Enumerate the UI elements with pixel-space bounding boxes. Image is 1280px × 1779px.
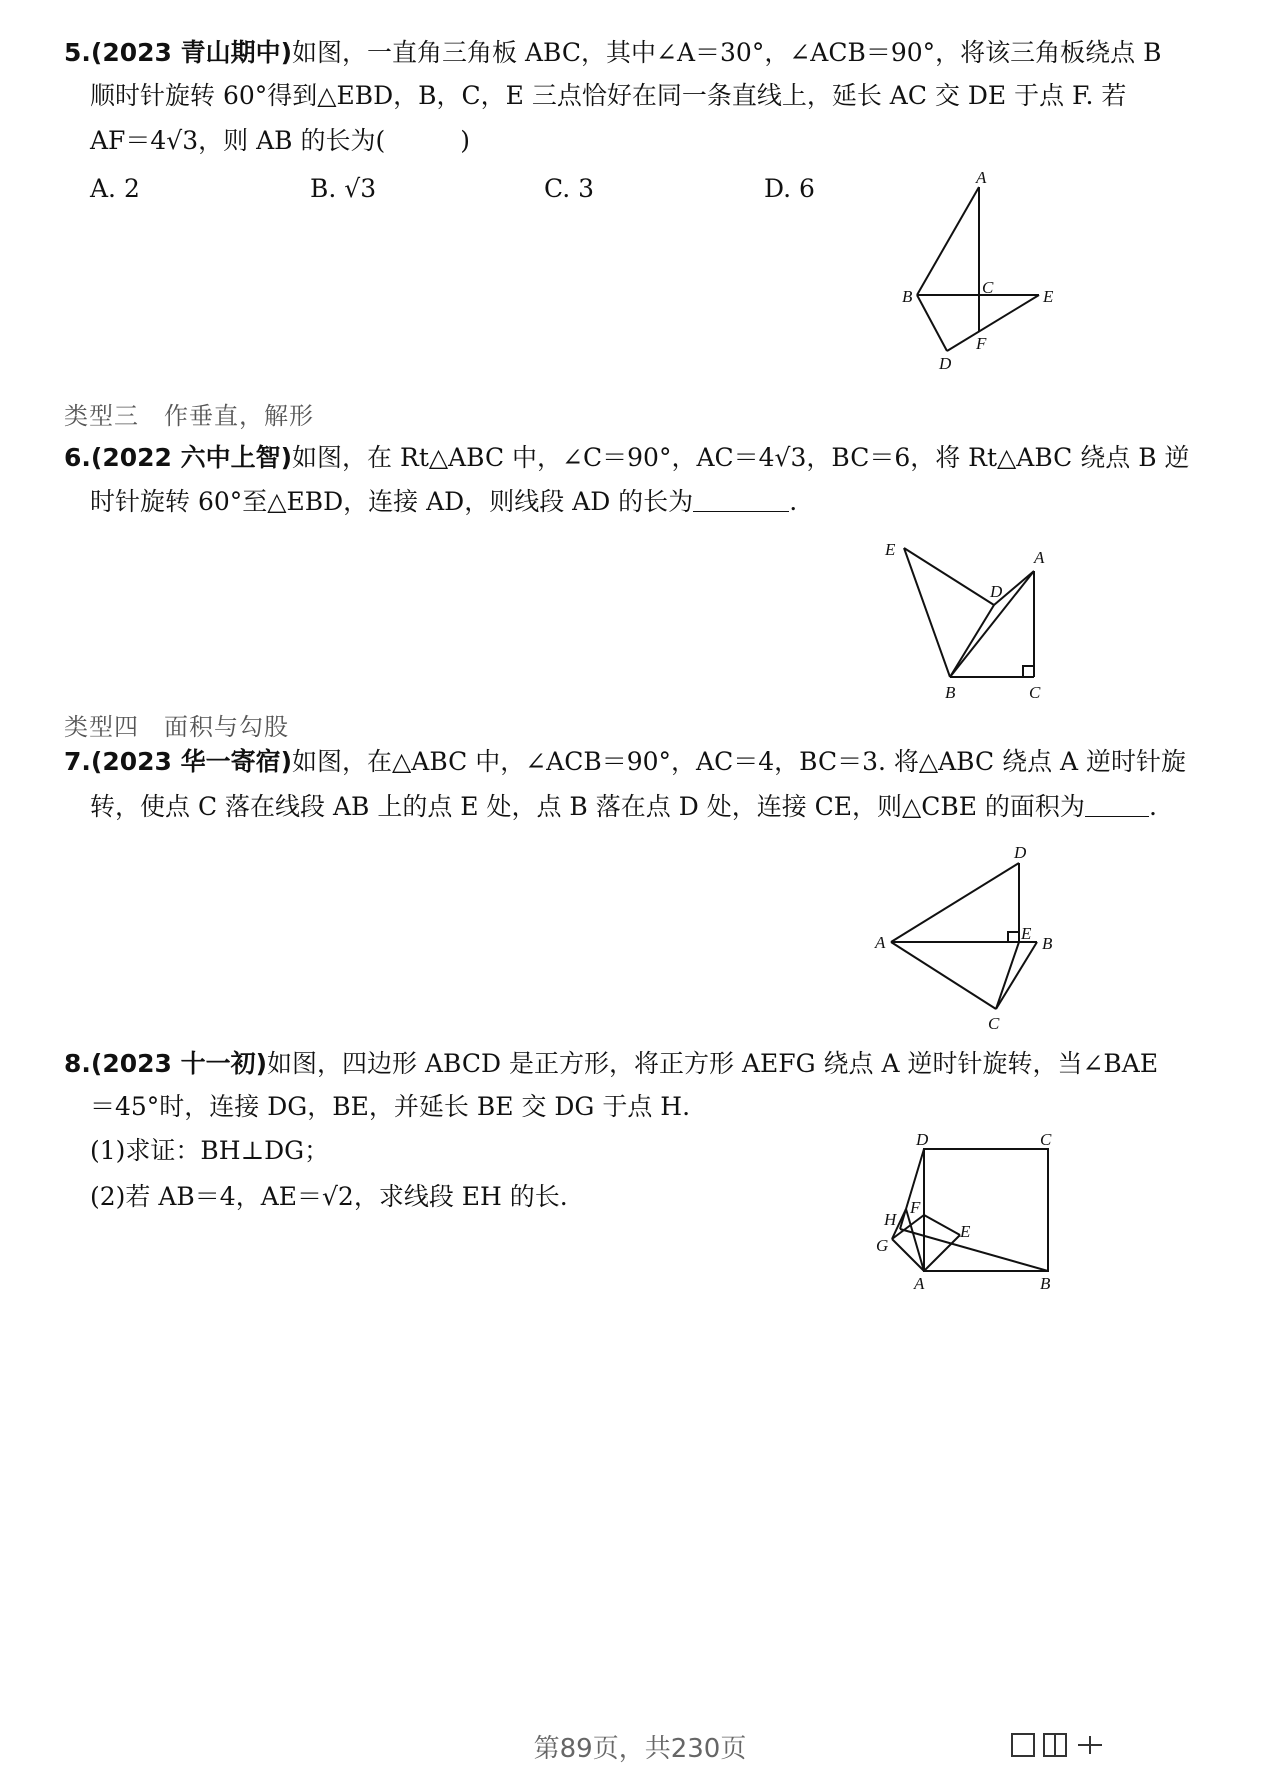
q6-line2 (90, 485, 797, 519)
q8-label-c: C (1040, 1130, 1052, 1149)
q6-seg-db (950, 605, 994, 677)
q5-label-e: E (1043, 287, 1054, 306)
q5-option-d[interactable]: D. 6 (764, 174, 815, 203)
q7-seg-ad (891, 863, 1019, 942)
fit-page-icon[interactable] (1012, 1734, 1034, 1756)
q7-text-2-end: . (1148, 792, 1157, 821)
q5-number: 5. (64, 38, 91, 67)
q7-figure (870, 838, 1070, 1038)
section-type-3: 类型三 作垂直，解形 (64, 402, 314, 430)
q8-sub-2: (2)若 AB＝4，AE＝√2，求线段 EH 的长. (90, 1182, 568, 1211)
q6-label-d: D (990, 582, 1003, 601)
q5-label-a: A (976, 168, 987, 187)
q5-seg-de (947, 295, 1039, 351)
q6-number: 6. (64, 443, 91, 472)
q7-right-angle-mark (1008, 932, 1019, 942)
q5-source: (2023 青山期中) (90, 38, 293, 67)
q6-seg-ed (904, 548, 994, 605)
q8-label-h: H (884, 1210, 897, 1229)
q5-label-b: B (902, 287, 913, 306)
page-footer: 第89页，共230页 (533, 1734, 747, 1764)
q6-right-angle-mark (1023, 666, 1034, 677)
q6-label-b: B (945, 683, 956, 702)
q5-label-f: F (976, 334, 987, 353)
q8-sub-1: (1)求证：BH⊥DG； (90, 1136, 330, 1165)
q7-source: (2023 华一寄宿) (90, 747, 293, 776)
q8-line1 (64, 1047, 1158, 1081)
viewer-nav (1008, 1728, 1108, 1762)
q7-label-c: C (988, 1014, 1000, 1033)
q7-text-2: 转，使点 C 落在线段 AB 上的点 E 处，点 B 落在点 D 处，连接 CE，则△CBE 的面积为 (90, 792, 1085, 821)
q7-label-d: D (1014, 843, 1027, 862)
q5-text-3: AF＝4√3，则 AB 的长为( ) (90, 126, 470, 155)
q6-answer-blank[interactable] (693, 487, 789, 512)
q7-seg-ac (891, 942, 996, 1009)
q8-seg-fe (924, 1215, 960, 1235)
q6-label-c: C (1029, 683, 1041, 702)
q8-label-a: A (914, 1274, 925, 1293)
q8-text-1: 如图，四边形 ABCD 是正方形，将正方形 AEFG 绕点 A 逆时针旋转，当∠BAE (267, 1049, 1159, 1078)
q5-label-c: C (982, 278, 994, 297)
q5-option-b[interactable]: B. √3 (310, 174, 377, 203)
q6-line1 (64, 441, 1190, 475)
q6-text-2: 时针旋转 60°至△EBD，连接 AD，则线段 AD 的长为 (90, 487, 694, 516)
q8-text-2: ＝45°时，连接 DG，BE，并延长 BE 交 DG 于点 H. (90, 1092, 691, 1121)
q7-text-1: 如图，在△ABC 中，∠ACB＝90°，AC＝4，BC＝3. 将△ABC 绕点 A 逆时针旋 (292, 747, 1187, 776)
q8-number: 8. (64, 1049, 91, 1078)
section-type-4: 类型四 面积与勾股 (64, 713, 289, 741)
q8-source: (2023 十一初) (90, 1049, 268, 1078)
q5-seg-ab (917, 187, 979, 295)
q6-label-e: E (885, 540, 896, 559)
q5-figure (890, 165, 1090, 385)
q8-figure (870, 1125, 1070, 1300)
q8-label-f: F (910, 1198, 921, 1217)
q7-line1 (64, 745, 1186, 779)
q7-answer-blank[interactable] (1085, 792, 1149, 817)
q7-number: 7. (64, 747, 91, 776)
q6-source: (2022 六中上智) (90, 443, 293, 472)
q5-label-d: D (939, 354, 952, 373)
q7-label-e: E (1021, 924, 1032, 943)
q6-text-2-end: . (789, 487, 798, 516)
q8-label-g: G (876, 1236, 889, 1255)
q5-text-2: 顺时针旋转 60°得到△EBD，B，C，E 三点恰好在同一条直线上，延长 AC 交 DE 于点 F. 若 (90, 81, 1127, 110)
q5-option-a[interactable]: A. 2 (90, 174, 140, 203)
q8-label-b: B (1040, 1274, 1051, 1293)
q5-text-1: 如图，一直角三角板 ABC，其中∠A＝30°，∠ACB＝90°，将该三角板绕点 B (292, 38, 1162, 67)
q5-seg-bd (917, 295, 947, 351)
q6-text-1: 如图，在 Rt△ABC 中，∠C＝90°，AC＝4√3，BC＝6，将 Rt△ABC 绕点 B 逆 (292, 443, 1190, 472)
q7-label-b: B (1042, 934, 1053, 953)
q7-label-a: A (875, 933, 886, 952)
q8-label-d: D (916, 1130, 929, 1149)
q7-line2 (90, 790, 1157, 824)
q5-option-c[interactable]: C. 3 (544, 174, 595, 203)
q6-figure (870, 533, 1070, 708)
q6-seg-eb (904, 548, 950, 677)
q6-label-a: A (1034, 548, 1045, 567)
q5-line1 (64, 36, 1161, 70)
q8-label-e: E (960, 1222, 971, 1241)
